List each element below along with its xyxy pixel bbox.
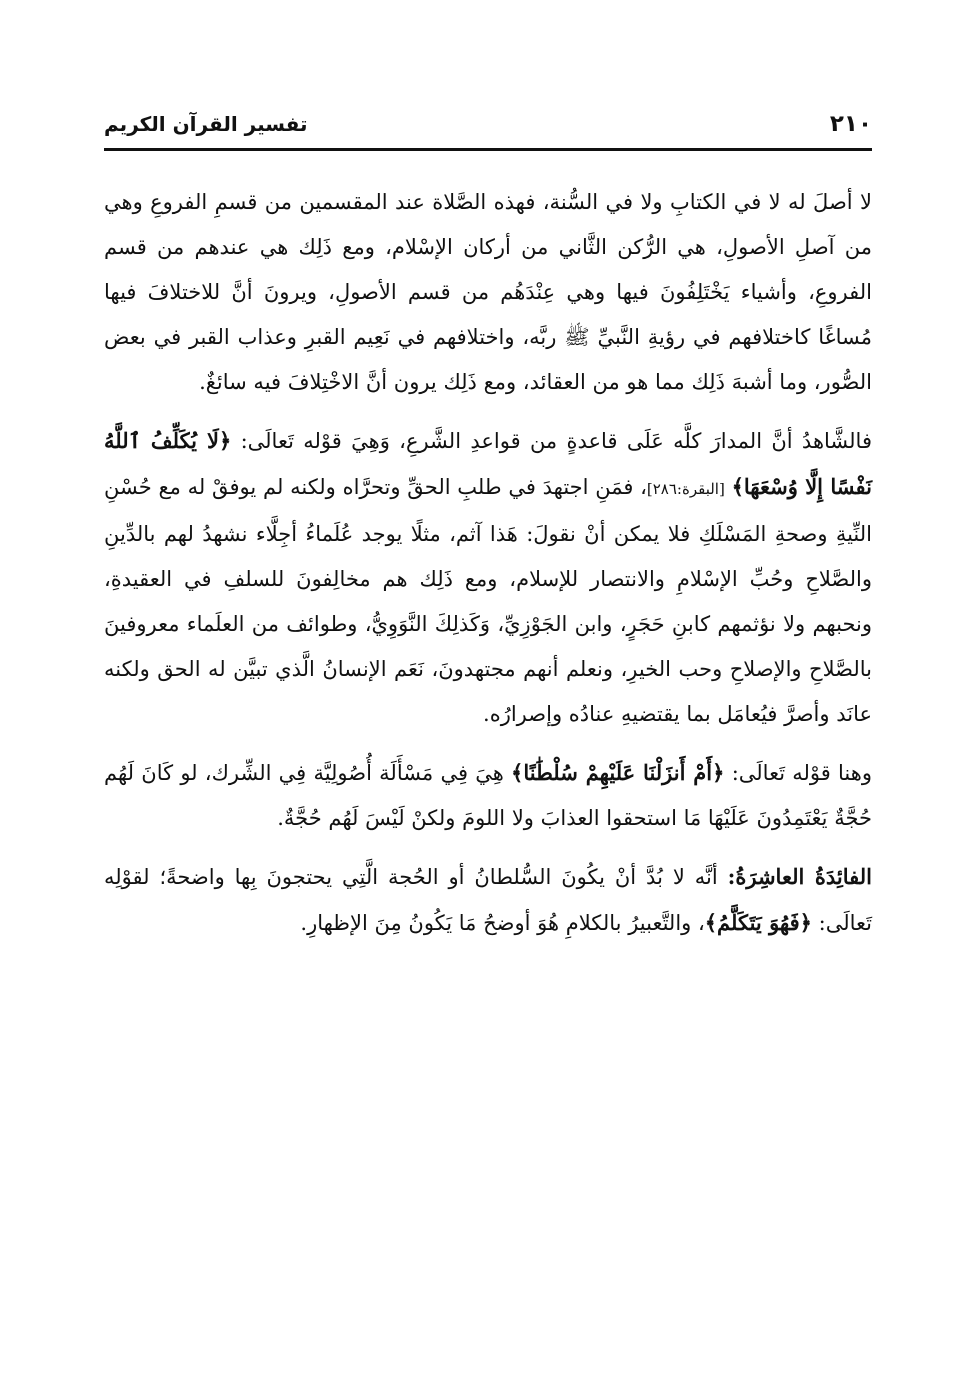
- paragraph-text: لا أصلَ له لا في الكتابِ ولا في السُّنة، فهذه الصَّلاة عند المقسمين من قسمِ الفروعِ وهي من آصلِ الأصولِ، هي الرُّكن الثَّاني من أركان الإسْلام، ومع ذَلِك هي عندهم من قسم الفروعِ، وأشياء يَخْتَلِفُونَ فيها وهي عِنْدَهُم من قسم الأصولِ، ويرونَ أنَّ للاختلافَ فيها مُساغًا كاختلافهم في رؤيةِ النَّبيِّ ﷺ ربَّه، واختلافهم في نَعِيم القبرِ وعذاب القبر في بعض الصُّور، وما أشبهَ ذَلِك مما هو من العقائد، ومع ذَلِك يرون أنَّ الاخْتِلافَ فيه سائغٌ.: [104, 190, 872, 394]
- header-rule: [104, 148, 872, 151]
- paragraph-text: ، فمَنِ اجتهدَ في طلبِ الحقِّ وتحرَّاه ولكنه لم يوفقْ له مع حُسْنِ النِّيةِ وصحةِ المَسْلَكِ فلا يمكن أنْ نقولَ: هَذا آثم، مثلًا يوجد عُلَماءُ أجِلَّاء نشهدُ لهم بالدِّينِ والصَّلاحِ وحُبِّ الإسْلامِ والانتصار للإسلام، ومع ذَلِك هم مخالِفونَ للسلفِ في العقيدةِ، ونحبهم ولا نؤثمهم كابنِ حَجَرٍ، وابن الجَوْزِيِّ، وَكَذلِكَ النَّوَوِيُّ، وطوائف من العلَماء معروفينَ بالصَّلاحِ والإصلاحِ وحب الخيرِ، ونعلم أنهم مجتهدونَ، نَعَم الإنسانُ الَّذي تبيَّن له الحق ولكنه عانَد وأصرَّ فيُعامَل بما يقتضيهِ عنادُه وإصرارُه.: [104, 475, 872, 726]
- paragraph-4: [104, 854, 872, 946]
- paragraph-1: [104, 180, 872, 405]
- paragraph-text: فالشَّاهدُ أنَّ المدارَ كلَّه عَلَى قاعدةٍ من قواعدِ الشَّرعِ، وَهِيَ قوْله تَعالَى:: [240, 429, 872, 453]
- verse-reference: [البقرة:٢٨٦]: [646, 480, 725, 498]
- quran-verse: ﴿لَا يُكَلِّفُ ٱللَّهُ نَفْسًا إِلَّا وُسْعَهَا﴾: [104, 428, 872, 499]
- page-header: [104, 105, 872, 145]
- quran-verse: ﴿فَهُوَ يَتَكَلَّمُ﴾: [704, 910, 812, 935]
- page-body: [104, 180, 872, 946]
- paragraph-text: وهنا قوْله تَعالَى:: [731, 761, 872, 785]
- paragraph-text: هِيَ فِي مَسْأَلَة أُصُولِيَّة فِي الشِّرك، لو كَانَ لَهُم حُجَّةٌ يَعْتَمِدُونَ عَلَيْهَا مَا استحقوا العذابَ ولا اللومَ ولكنْ لَيْسَ لَهُم حُجَّةٌ.: [104, 761, 872, 830]
- paragraph-3: [104, 750, 872, 841]
- paragraph-text: أنَّه لا بُدَّ أنْ يكُونَ السُّلطانُ أو الحُجة الَّتِي يحتجونَ بِها واضحةً؛ لقوْلِه تَعالَى:: [104, 865, 872, 935]
- running-title: تفسير القرآن الكريم: [104, 112, 308, 136]
- paragraph-text: ، والتَّعبيرُ بالكلامِ هُوَ أوضحُ مَا يَكُونُ مِنَ الإظهارِ.: [300, 911, 705, 935]
- quran-verse: ﴿أَمْ أَنزَلْنَا عَلَيْهِمْ سُلْطَٰنًا﴾: [511, 760, 725, 785]
- section-lead: الفائِدَةُ العاشِرَةُ:: [727, 864, 872, 889]
- paragraph-2: [104, 418, 872, 737]
- page-number: ٢١٠: [829, 111, 872, 137]
